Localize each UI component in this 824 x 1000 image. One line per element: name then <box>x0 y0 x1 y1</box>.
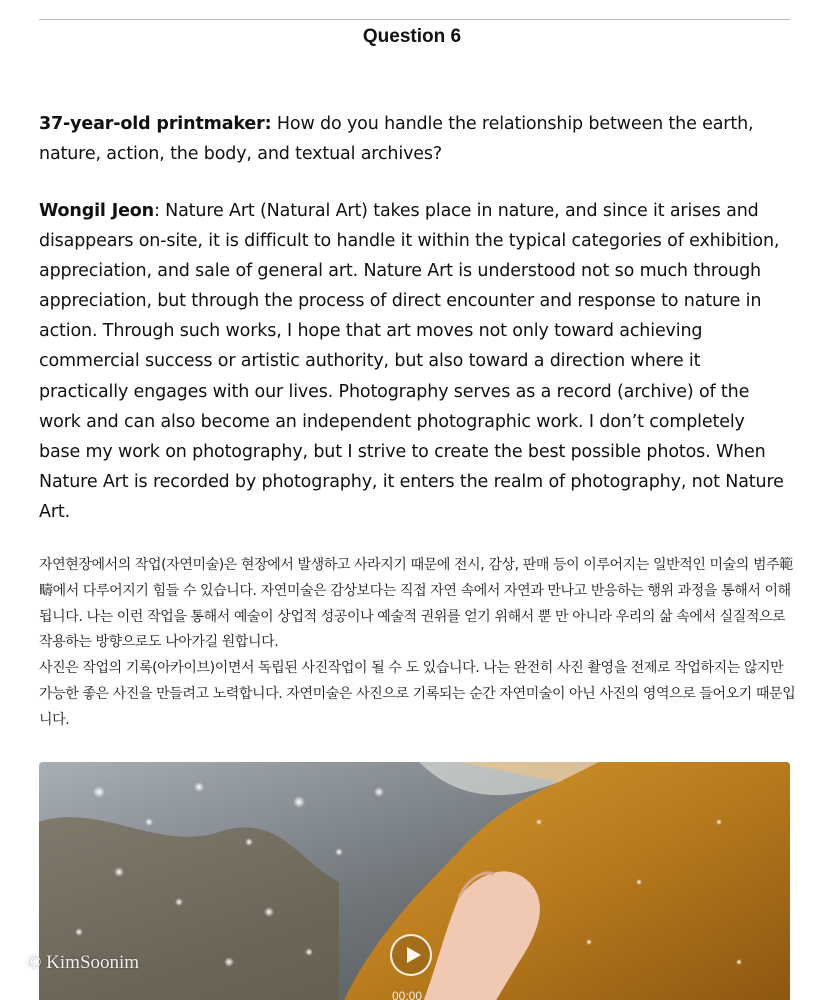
answer-speaker: Wongil Jeon <box>39 201 154 221</box>
question-text: How do you handle the relationship between the earth, nature, action, the body, and textual archives? <box>39 114 754 165</box>
question-paragraph <box>39 109 790 169</box>
video-player[interactable] <box>39 762 790 1000</box>
copyright-watermark: © KimSoonim <box>27 952 140 973</box>
korean-translation <box>39 553 799 734</box>
korean-paragraph-2: 사진은 작업의 기록(아카이브)이면서 독립된 사진작업이 될 수 도 있습니다. 나는 완전히 사진 촬영을 전제로 작업하지는 않지만 가능한 좋은 사진을 만들려고 노력합니다. 자연미술은 사진으로 기록되는 순간 자연미술이 아닌 사진의 영역으로 들어오기 때문입니다. <box>39 660 796 728</box>
korean-paragraph-1: 자연현장에서의 작업(자연미술)은 현장에서 발생하고 사라지기 때문에 전시, 감상, 판매 등이 이루어지는 일반적인 미술의 범주範疇에서 다루어지기 힘들 수 있습니다. 자연미술은 감상보다는 직접 자연 속에서 자연과 만나고 반응하는 행위 과정을 통해서 이해됩니다. 나는 이런 작업을 통해서 예술이 상업적 성공이나 예술적 권위를 얻기 위해서 뿐 만 아니라 우리의 삶 속에서 실질적으로 작용하는 방향으로도 나아가길 원합니다. <box>39 557 793 651</box>
top-divider <box>39 19 790 20</box>
answer-paragraph <box>39 196 790 527</box>
video-time: 00:00 <box>392 989 423 1000</box>
play-icon[interactable] <box>390 934 432 976</box>
answer-text: : Nature Art (Natural Art) takes place in nature, and since it arises and disappears on-site, it is difficult to handle it within the typical categories of exhibition, appreciation, and sale of general art. Nature Art is understood not so much through appreciation, but through the process of direct encounter and response to nature in action. Through such works, I hope that art moves not only toward achieving commercial success or artistic authority, but also toward a direction where it practically engages with our lives. Photography serves as a record (archive) of the work and can also become an independent photographic work. I don’t completely base my work on photography, but I strive to create the best possible photos. When Nature Art is recorded by photography, it enters the realm of photography, not Nature Art. <box>39 201 784 522</box>
question-speaker: 37-year-old printmaker: <box>39 114 272 134</box>
question-title: Question 6 <box>362 26 462 47</box>
